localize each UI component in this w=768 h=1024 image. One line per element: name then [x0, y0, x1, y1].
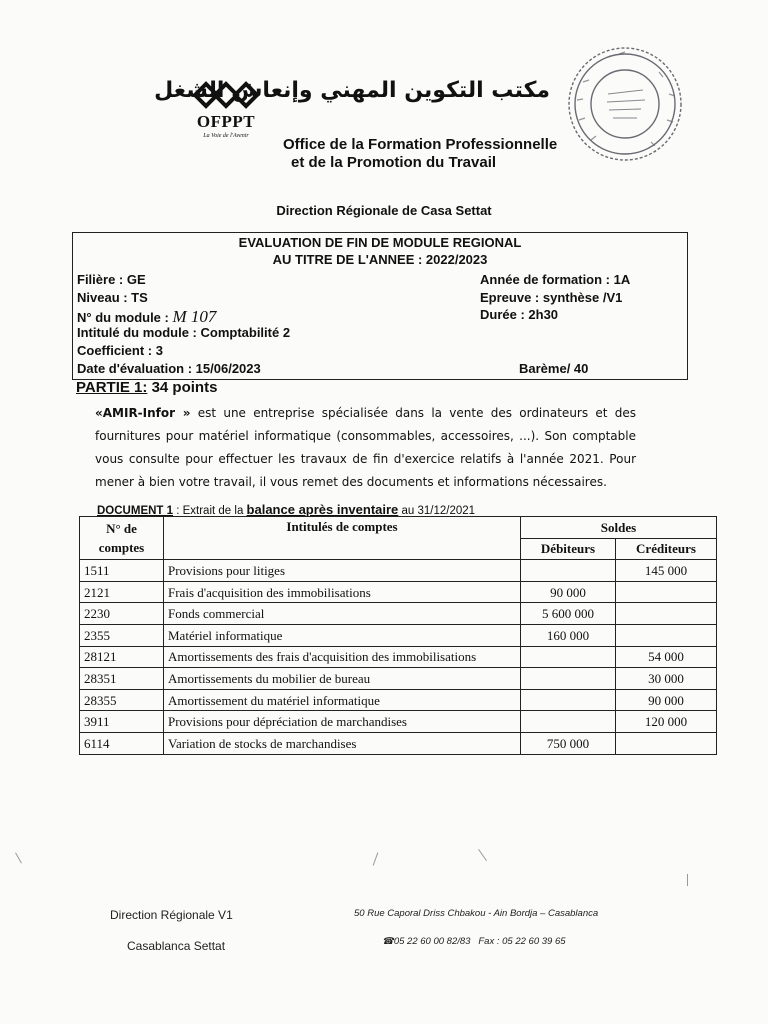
- document-1-label: DOCUMENT 1: [97, 505, 174, 517]
- document-1-title: balance après inventaire: [246, 502, 399, 517]
- scan-mark: [15, 853, 22, 864]
- table-row: [80, 689, 717, 711]
- account-number: 2355: [80, 624, 164, 646]
- footer-contacts: [382, 936, 566, 947]
- exam-title-2: AU TITRE DE L'ANNEE : 2022/2023: [272, 252, 488, 267]
- logo-tagline: La Voie de l'Avenir: [203, 133, 249, 139]
- table-row: [80, 624, 717, 646]
- table-row: [80, 560, 717, 582]
- credit-amount: [616, 624, 717, 646]
- debit-amount: [521, 711, 616, 733]
- scan-mark: [687, 874, 688, 886]
- arabic-office-name: مكتب التكوين المهني وإنعاش الشغل: [154, 78, 550, 103]
- document-1-caption: [97, 502, 475, 517]
- credit-amount: 54 000: [616, 646, 717, 668]
- credit-amount: 90 000: [616, 689, 717, 711]
- col-header-debit: Débiteurs: [521, 538, 616, 560]
- account-label: Amortissements du mobilier de bureau: [164, 668, 521, 690]
- account-number: 3911: [80, 711, 164, 733]
- col-header-num-line2: comptes: [98, 540, 145, 556]
- footer-address: 50 Rue Caporal Driss Chbakou - Ain Bordja – Casablanca: [354, 908, 599, 919]
- col-header-credit: Créditeurs: [616, 538, 717, 560]
- intro-paragraph: [95, 402, 636, 494]
- table-row: [80, 603, 717, 625]
- account-number: 6114: [80, 732, 164, 754]
- phone-icon: ☎: [382, 936, 394, 947]
- debit-amount: 90 000: [521, 581, 616, 603]
- credit-amount: 30 000: [616, 668, 717, 690]
- col-header-intitule: Intitulés de comptes: [164, 517, 521, 560]
- niveau: Niveau : TS: [77, 290, 148, 305]
- account-label: Provisions pour dépréciation de marchandises: [164, 711, 521, 733]
- credit-amount: 120 000: [616, 711, 717, 733]
- date-evaluation: Date d'évaluation : 15/06/2023: [77, 361, 261, 376]
- document-1-date: au 31/12/2021: [398, 505, 476, 517]
- exam-title-1: EVALUATION DE FIN DE MODULE REGIONAL: [238, 235, 522, 250]
- col-header-num-line1: N° de: [106, 521, 137, 537]
- credit-amount: [616, 603, 717, 625]
- debit-amount: [521, 646, 616, 668]
- table-row: [80, 732, 717, 754]
- account-label: Frais d'acquisition des immobilisations: [164, 581, 521, 603]
- account-label: Matériel informatique: [164, 624, 521, 646]
- account-number: 28351: [80, 668, 164, 690]
- account-number: 2121: [80, 581, 164, 603]
- duree: Durée : 2h30: [480, 307, 559, 322]
- debit-amount: [521, 668, 616, 690]
- account-number: 28355: [80, 689, 164, 711]
- intitule-module: Intitulé du module : Comptabilité 2: [77, 325, 291, 340]
- credit-amount: [616, 732, 717, 754]
- scan-mark: [478, 849, 487, 861]
- table-row: [80, 581, 717, 603]
- filiere: Filière : GE: [77, 272, 146, 287]
- debit-amount: 160 000: [521, 624, 616, 646]
- office-name: [283, 136, 557, 172]
- debit-amount: [521, 560, 616, 582]
- col-header-soldes: Soldes: [521, 517, 717, 539]
- regional-direction: Direction Régionale de Casa Settat: [276, 203, 492, 218]
- debit-amount: [521, 689, 616, 711]
- module-number: [77, 307, 216, 327]
- debit-amount: 5 600 000: [521, 603, 616, 625]
- bareme: Barème/ 40: [519, 361, 589, 376]
- table-row: [80, 668, 717, 690]
- module-number-handwritten: M 107: [172, 307, 217, 326]
- account-label: Variation de stocks de marchandises: [164, 732, 521, 754]
- logo-name: OFPPT: [196, 112, 256, 131]
- account-label: Amortissements des frais d'acquisition des immobilisations: [164, 646, 521, 668]
- partie-label: PARTIE 1:: [76, 379, 148, 396]
- intro-text: est une entreprise spécialisée dans la vente des ordinateurs et des fournitures pour matériel informatique (consommables, accessoires, ...). Son comptable vous consulte pour effectuer les travaux de fin d'exercice relatifs à l'année 2021. Pour mener à bien votre travail, il vous remet des documents et informations nécessaires.: [95, 406, 636, 489]
- footer-direction: Direction Régionale V1: [110, 908, 233, 922]
- module-number-label: N° du module :: [77, 310, 169, 325]
- office-line-2: et de la Promotion du Travail: [291, 154, 497, 171]
- official-stamp-icon: [563, 42, 687, 166]
- account-number: 2230: [80, 603, 164, 625]
- credit-amount: 145 000: [616, 560, 717, 582]
- table-row: [80, 646, 717, 668]
- col-header-num: [80, 517, 164, 560]
- debit-amount: 750 000: [521, 732, 616, 754]
- scan-mark: [373, 852, 379, 865]
- footer-city: Casablanca Settat: [127, 939, 226, 953]
- account-label: Amortissement du matériel informatique: [164, 689, 521, 711]
- footer-phone: 05 22 60 00 82/83: [393, 936, 471, 947]
- credit-amount: [616, 581, 717, 603]
- company-name: «AMIR-Infor »: [95, 406, 191, 420]
- partie-heading: [76, 379, 217, 396]
- footer-fax: Fax : 05 22 60 39 65: [478, 936, 566, 947]
- document-1-sep: : Extrait de la: [173, 505, 247, 517]
- table-row: [80, 711, 717, 733]
- partie-points: 34 points: [151, 379, 218, 396]
- coefficient: Coefficient : 3: [77, 343, 163, 358]
- account-number: 1511: [80, 560, 164, 582]
- account-label: Provisions pour litiges: [164, 560, 521, 582]
- account-label: Fonds commercial: [164, 603, 521, 625]
- epreuve: Epreuve : synthèse /V1: [480, 290, 623, 305]
- annee-formation: Année de formation : 1A: [480, 272, 631, 287]
- balance-table: [79, 516, 717, 755]
- exam-info-box: [72, 232, 688, 380]
- account-number: 28121: [80, 646, 164, 668]
- office-line-1: Office de la Formation Professionnelle: [283, 136, 558, 153]
